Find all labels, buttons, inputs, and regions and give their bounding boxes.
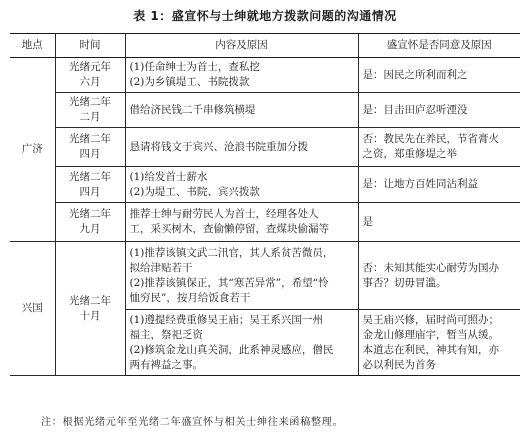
verdict-cell [358,203,520,242]
table-header-row [10,34,520,58]
content-line: (2)修筑金龙山真关洞，此系神灵感应，僧民 [129,343,334,356]
content-line: (1)推荐该镇文武二汛官，其人系贫苦微员， [129,246,334,259]
verdict-line: 是 [362,215,373,228]
time-cell [55,242,125,376]
content-line: 推荐士绅与耐劳民人为首士，经理各处人 [129,208,319,220]
time-line: 四月 [79,185,101,198]
header-content: 内容及原因 [125,34,358,58]
content-line: (1)任命绅士为首士，查私挖 [129,61,260,73]
content-cell [125,128,358,167]
time-cell [55,58,125,93]
time-cell [55,203,125,242]
content-line: 拟给津贴若干 [129,261,193,274]
table-row [10,203,520,242]
verdict-cell [358,93,520,128]
time-line: 十月 [79,309,101,322]
verdict-cell [358,58,520,93]
place-cell-xingguo: 兴国 [10,242,55,376]
header-time: 时间 [55,34,125,58]
time-line: 四月 [79,148,101,160]
content-line: (1)遵提经费重修吴王庙；吴王系兴国一州 [129,313,323,326]
verdict-cell [358,310,520,376]
table-row [10,128,520,167]
communication-table [10,33,520,376]
header-place: 地点 [10,34,55,58]
verdict-line: 是：让地方百姓同沾利益 [362,178,478,190]
verdict-line: 是：因民之所利而利之 [362,68,468,81]
content-line: (2)推荐该镇保正，其“寒苦异常”，希望“怜 [129,276,329,289]
verdict-line: 否：教民先在养民，节省膏火 [362,133,499,145]
content-cell [125,310,358,376]
time-line: 光绪二年 [69,96,111,108]
verdict-line: 吴王庙兴修，届时尚可照办； [362,313,499,326]
time-line: 六月 [79,76,101,88]
time-line: 光绪元年 [69,61,111,73]
content-line: 工，采买树木，查偷懒停留，查煤块偷漏等 [129,223,329,235]
time-line: 二月 [79,111,101,123]
table-note: 注：根据光绪元年至光绪二年盛宣怀与相关士绅往来函稿整理。 [41,417,344,428]
verdict-cell [358,167,520,203]
verdict-line: 事否？切毋冒滥。 [362,276,447,289]
verdict-line: 是：目击田庐忍听湮没 [362,103,468,116]
content-line: 福主，祭祀乏资 [129,328,203,341]
time-cell [55,93,125,128]
content-line: 两有裨益之事。 [129,358,203,371]
verdict-line: 金龙山修理庙宇，暂当从缓。 [362,328,499,341]
table-row [10,93,520,128]
content-line: 借给济民钱二千串修筑横堤 [129,103,256,116]
content-cell [125,203,358,242]
table-row [10,242,520,310]
verdict-line: 本道志在利民，神其有知，亦 [362,343,499,356]
verdict-line: 必以利民为首务 [362,358,436,371]
content-line: (2)为堤工、书院、宾兴拨款 [129,185,260,198]
time-line: 光绪二年 [69,208,111,220]
content-cell [125,58,358,93]
content-cell [125,167,358,203]
time-line: 光绪二年 [69,294,111,307]
time-line: 光绪二年 [69,170,111,183]
content-line: 恤穷民”，按月给饭食若干 [129,291,251,304]
header-verdict: 盛宣怀是否同意及原因 [358,34,520,58]
table-caption: 表 1：盛宣怀与士绅就地方拨款问题的沟通情况 [133,9,397,23]
content-line: 恳请将钱文于宾兴、沧浪书院重加分拨 [129,140,308,153]
verdict-cell [358,128,520,167]
content-cell [125,242,358,310]
content-line: (1)给发首士薪水 [129,170,208,183]
time-cell [55,128,125,167]
time-line: 光绪二年 [69,133,111,145]
verdict-cell [358,242,520,310]
table-row [10,167,520,203]
time-cell [55,167,125,203]
content-cell [125,93,358,128]
table-row [10,58,520,93]
verdict-line: 之资，郑重修堤之举 [362,148,457,160]
content-line: (2)为乡镇堤工、书院拨款 [129,76,250,88]
verdict-line: 否：未知其能实心耐劳为国办 [362,261,499,274]
place-cell-guangji: 广济 [10,58,55,242]
time-line: 九月 [79,223,101,235]
